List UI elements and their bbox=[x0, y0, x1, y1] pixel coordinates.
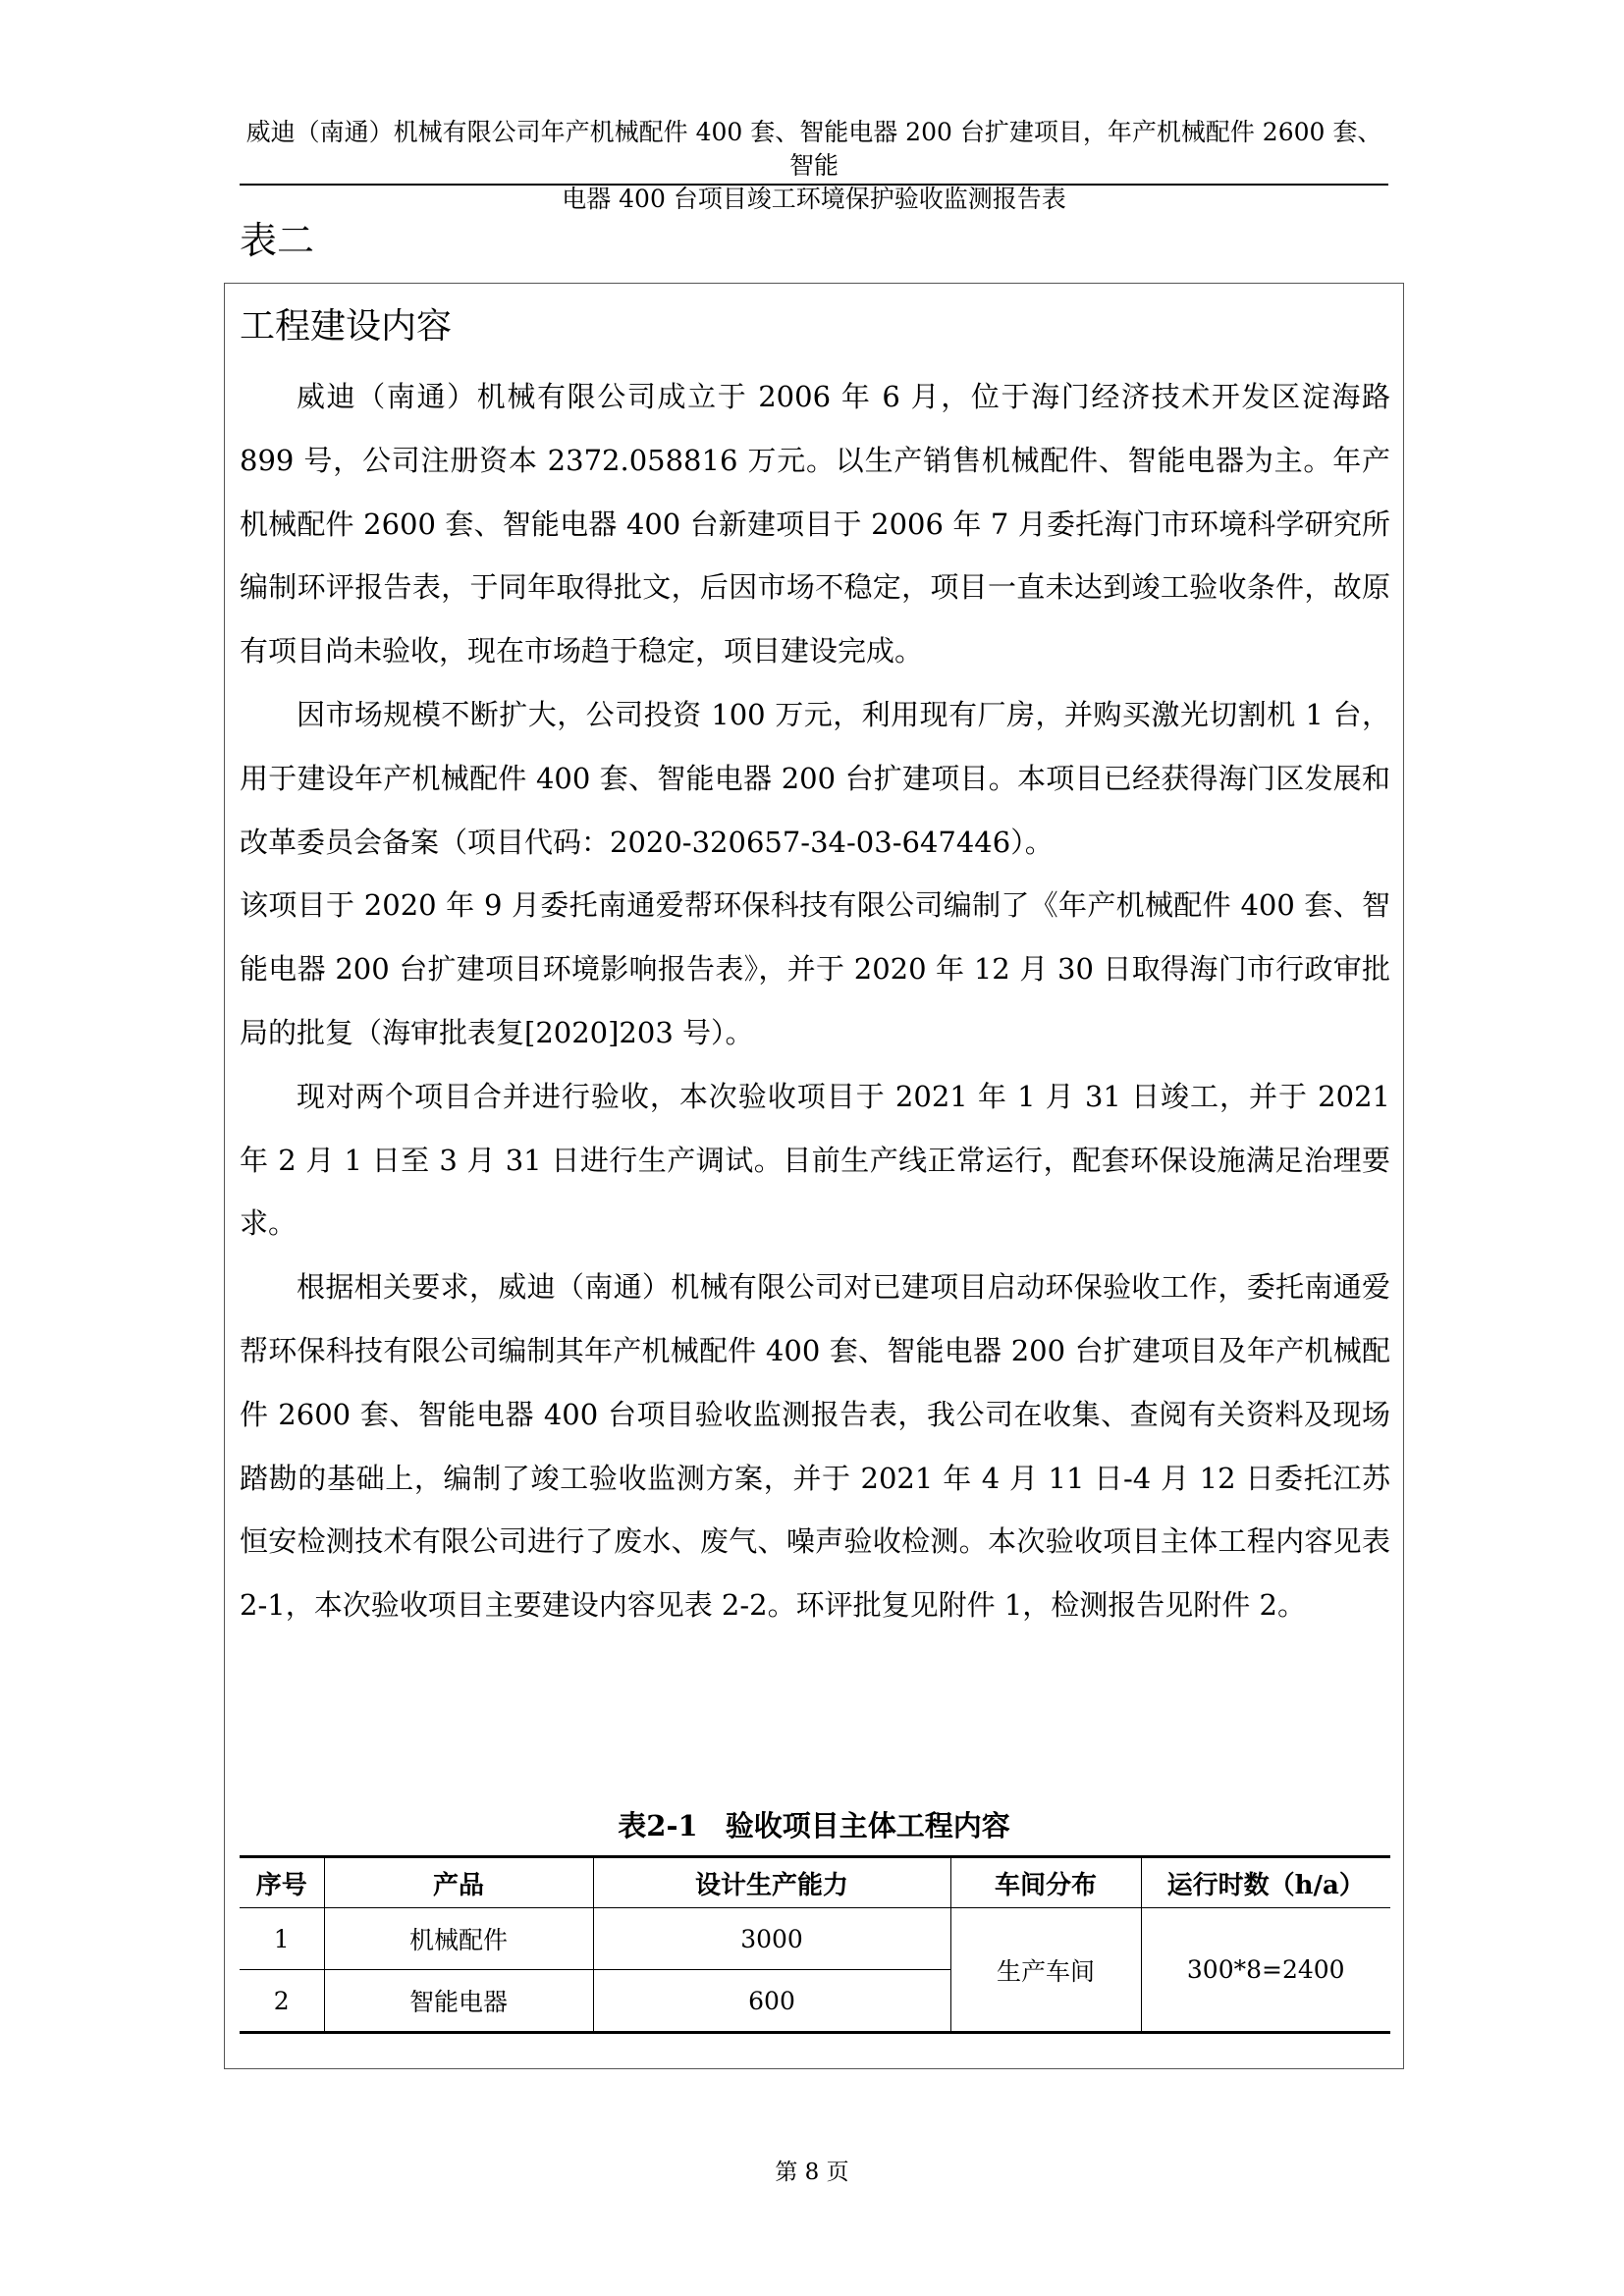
paragraph: 威迪（南通）机械有限公司成立于 2006 年 6 月，位于海门经济技术开发区淀海路 899 号，公司注册资本 2372.058816 万元。以生产销售机械配件、智能电器为主。年产机械配件 2600 套、智能电器 400 台新建项目于 2006 年 7 月委托海门市环境科学研究所编制环评报告表，于同年取得批文，后因市场不稳定，项目一直未达到竣工验收条件，故原有项目尚未验收，现在市场趋于稳定，项目建设完成。 bbox=[240, 380, 1390, 668]
cell-no: 2 bbox=[240, 1970, 324, 2033]
cell-product: 智能电器 bbox=[324, 1970, 593, 2033]
cell-product: 机械配件 bbox=[324, 1908, 593, 1970]
column-header: 设计生产能力 bbox=[593, 1857, 950, 1908]
header-line-1: 威迪（南通）机械有限公司年产机械配件 400 套、智能电器 200 台扩建项目，年产机械配件 2600 套、智能 bbox=[245, 118, 1382, 180]
cell-no: 1 bbox=[240, 1908, 324, 1970]
table-caption bbox=[240, 1806, 1388, 1845]
table-header-row bbox=[240, 1857, 1390, 1908]
paragraph: 根据相关要求，威迪（南通）机械有限公司对已建项目启动环保验收工作，委托南通爱帮环保科技有限公司编制其年产机械配件 400 套、智能电器 200 台扩建项目及年产机械配件 2600 套、智能电器 400 台项目验收监测报告表，我公司在收集、查阅有关资料及现场踏勘的基础上，编制了竣工验收监测方案，并于 2021 年 4 月 11 日-4 月 12 日委托江苏恒安检测技术有限公司进行了废水、废气、噪声验收检测。本次验收项目主体工程内容见表 2-1，本次验收项目主要建设内容见表 2-2。环评批复见附件 1，检测报告见附件 2。 bbox=[240, 1270, 1390, 1623]
column-header: 产品 bbox=[324, 1857, 593, 1908]
project-table bbox=[240, 1855, 1390, 2034]
paragraph: 现对两个项目合并进行验收，本次验收项目于 2021 年 1 月 31 日竣工，并于 2021 年 2 月 1 日至 3 月 31 日进行生产调试。目前生产线正常运行，配套环保设施满足治理要求。 bbox=[240, 1079, 1390, 1241]
content-title: 工程建设内容 bbox=[240, 306, 453, 347]
cell-hours: 300*8=2400 bbox=[1141, 1908, 1390, 2033]
page-header bbox=[240, 116, 1388, 216]
cell-workshop: 生产车间 bbox=[950, 1908, 1141, 2033]
cell-capacity: 600 bbox=[593, 1970, 950, 2033]
header-line-2: 电器 400 台项目竣工环境保护验收监测报告表 bbox=[562, 185, 1066, 213]
header-divider bbox=[240, 184, 1388, 186]
section-label: 表二 bbox=[240, 219, 315, 262]
paragraph: 因市场规模不断扩大，公司投资 100 万元，利用现有厂房，并购买激光切割机 1 台，用于建设年产机械配件 400 套、智能电器 200 台扩建项目。本项目已经获得海门区发展和改革委员会备案（项目代码：2020-320657-34-03-647446）。 bbox=[240, 697, 1390, 859]
table-caption-title: 验收项目主体工程内容 bbox=[725, 1809, 1010, 1842]
cell-capacity: 3000 bbox=[593, 1908, 950, 1970]
page-number: 第 8 页 bbox=[775, 2160, 849, 2185]
table-caption-number: 表2-1 bbox=[618, 1809, 698, 1842]
paragraph: 该项目于 2020 年 9 月委托南通爱帮环保科技有限公司编制了《年产机械配件 400 套、智能电器 200 台扩建项目环境影响报告表》，并于 2020 年 12 月 30 日取得海门市行政审批局的批复（海审批表复[2020]203 号）。 bbox=[240, 888, 1390, 1049]
body-text bbox=[240, 365, 1390, 1637]
table-row bbox=[240, 1908, 1390, 1970]
column-header: 序号 bbox=[240, 1857, 324, 1908]
column-header: 运行时数（h/a） bbox=[1141, 1857, 1390, 1908]
column-header: 车间分布 bbox=[950, 1857, 1141, 1908]
